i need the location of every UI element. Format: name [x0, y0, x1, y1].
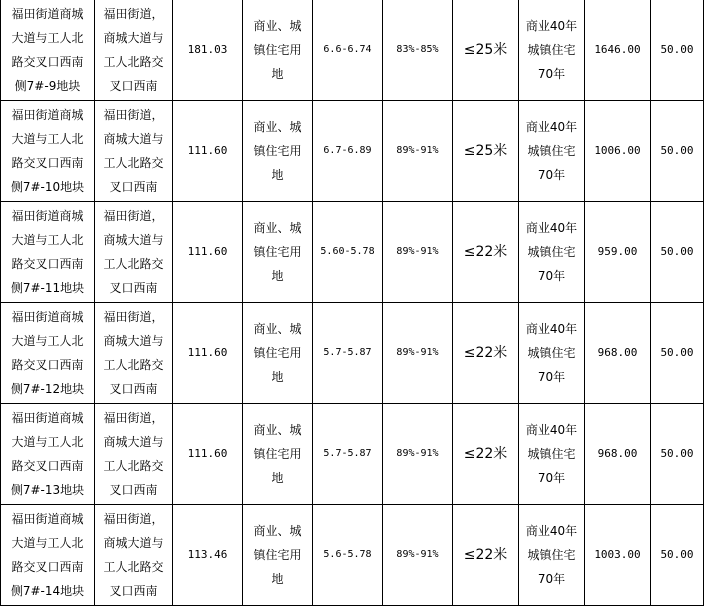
parcel-name-cell: 福田街道商城 大道与工人北 路交叉口西南 侧7#-13地块	[1, 404, 95, 505]
land-use-cell: 商业、城 镇住宅用 地	[243, 505, 313, 606]
price-cell: 1646.00	[585, 0, 651, 101]
height-limit-cell: ≤22米	[453, 303, 519, 404]
price-cell: 968.00	[585, 404, 651, 505]
price-cell: 959.00	[585, 202, 651, 303]
area-cell: 111.60	[173, 404, 243, 505]
deposit-cell: 50.00	[651, 202, 704, 303]
table-row	[1, 101, 704, 202]
location-cell: 福田街道， 商城大道与 工人北路交 叉口西南	[95, 101, 173, 202]
use-term-cell: 商业40年 城镇住宅 70年	[519, 202, 585, 303]
area-cell: 111.60	[173, 303, 243, 404]
deposit-cell: 50.00	[651, 505, 704, 606]
price-cell: 968.00	[585, 303, 651, 404]
price-cell: 1003.00	[585, 505, 651, 606]
land-use-cell: 商业、城 镇住宅用 地	[243, 101, 313, 202]
green-rate-cell: 83%-85%	[383, 0, 453, 101]
table-row	[1, 202, 704, 303]
plot-ratio-cell: 5.6-5.78	[313, 505, 383, 606]
green-rate-cell: 89%-91%	[383, 404, 453, 505]
land-use-cell: 商业、城 镇住宅用 地	[243, 303, 313, 404]
location-cell: 福田街道， 商城大道与 工人北路交 叉口西南	[95, 303, 173, 404]
height-limit-cell: ≤22米	[453, 505, 519, 606]
area-cell: 111.60	[173, 101, 243, 202]
land-use-cell: 商业、城 镇住宅用 地	[243, 202, 313, 303]
use-term-cell: 商业40年 城镇住宅 70年	[519, 303, 585, 404]
area-cell: 113.46	[173, 505, 243, 606]
use-term-cell: 商业40年 城镇住宅 70年	[519, 404, 585, 505]
deposit-cell: 50.00	[651, 0, 704, 101]
plot-ratio-cell: 6.7-6.89	[313, 101, 383, 202]
table-row	[1, 0, 704, 101]
location-cell: 福田街道， 商城大道与 工人北路交 叉口西南	[95, 0, 173, 101]
plot-ratio-cell: 5.7-5.87	[313, 404, 383, 505]
deposit-cell: 50.00	[651, 101, 704, 202]
deposit-cell: 50.00	[651, 303, 704, 404]
location-cell: 福田街道， 商城大道与 工人北路交 叉口西南	[95, 202, 173, 303]
location-cell: 福田街道， 商城大道与 工人北路交 叉口西南	[95, 404, 173, 505]
height-limit-cell: ≤22米	[453, 202, 519, 303]
green-rate-cell: 89%-91%	[383, 303, 453, 404]
plot-ratio-cell: 6.6-6.74	[313, 0, 383, 101]
deposit-cell: 50.00	[651, 404, 704, 505]
parcel-name-cell: 福田街道商城 大道与工人北 路交叉口西南 侧7#-14地块	[1, 505, 95, 606]
parcel-name-cell: 福田街道商城 大道与工人北 路交叉口西南 侧7#-12地块	[1, 303, 95, 404]
use-term-cell: 商业40年 城镇住宅 70年	[519, 0, 585, 101]
table-row	[1, 505, 704, 606]
height-limit-cell: ≤25米	[453, 101, 519, 202]
land-use-cell: 商业、城 镇住宅用 地	[243, 0, 313, 101]
height-limit-cell: ≤22米	[453, 404, 519, 505]
parcel-name-cell: 福田街道商城 大道与工人北 路交叉口西南 侧7#-11地块	[1, 202, 95, 303]
plot-ratio-cell: 5.7-5.87	[313, 303, 383, 404]
area-cell: 111.60	[173, 202, 243, 303]
green-rate-cell: 89%-91%	[383, 101, 453, 202]
height-limit-cell: ≤25米	[453, 0, 519, 101]
area-cell: 181.03	[173, 0, 243, 101]
table-row	[1, 303, 704, 404]
price-cell: 1006.00	[585, 101, 651, 202]
location-cell: 福田街道， 商城大道与 工人北路交 叉口西南	[95, 505, 173, 606]
parcel-name-cell: 福田街道商城 大道与工人北 路交叉口西南 侧7#-10地块	[1, 101, 95, 202]
plot-ratio-cell: 5.60-5.78	[313, 202, 383, 303]
use-term-cell: 商业40年 城镇住宅 70年	[519, 505, 585, 606]
table-row	[1, 404, 704, 505]
green-rate-cell: 89%-91%	[383, 505, 453, 606]
parcel-name-cell: 福田街道商城 大道与工人北 路交叉口西南 侧7#-9地块	[1, 0, 95, 101]
land-use-cell: 商业、城 镇住宅用 地	[243, 404, 313, 505]
use-term-cell: 商业40年 城镇住宅 70年	[519, 101, 585, 202]
green-rate-cell: 89%-91%	[383, 202, 453, 303]
